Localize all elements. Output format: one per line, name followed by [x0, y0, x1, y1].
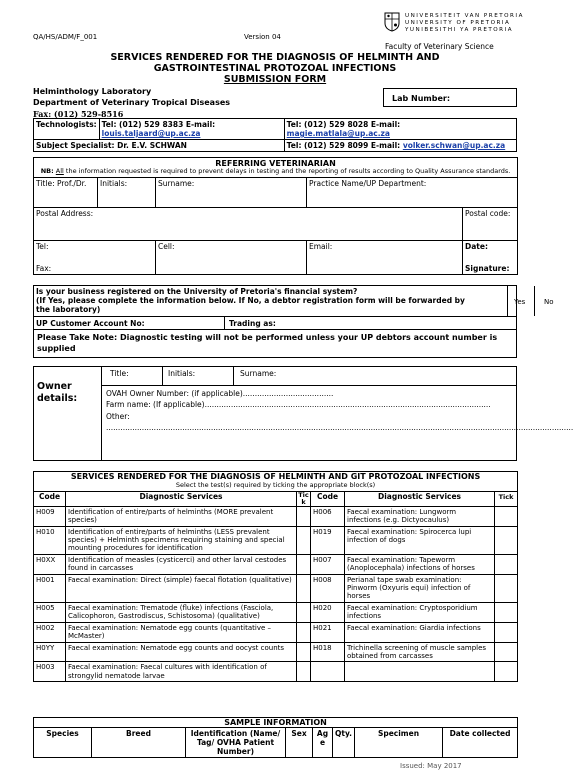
service-code: H021	[311, 622, 345, 642]
specialist-email-link[interactable]: volker.schwan@up.ac.za	[402, 141, 506, 150]
ovah-field[interactable]: OVAH Owner Number: (if applicable)......................................	[106, 389, 334, 398]
service-description: Faecal examination: Spirocerca lupi infection of dogs	[345, 526, 495, 554]
tick-box[interactable]	[297, 602, 311, 622]
date-label: Date:	[465, 241, 488, 251]
lab-name: Helminthology Laboratory	[33, 87, 152, 96]
tech1-email-link[interactable]: louis.taljaard@up.ac.za	[101, 129, 201, 138]
tech2-email-link[interactable]: magie.matlala@up.ac.za	[286, 129, 390, 138]
subject-specialist: Subject Specialist: Dr. E.V. SCHWAN	[34, 140, 285, 152]
note-prefix: NB:	[40, 167, 54, 175]
lab-fax: Fax: (012) 529-8516	[33, 109, 124, 119]
sample-col-header: Sex	[286, 728, 313, 758]
service-code: H002	[34, 622, 66, 642]
faculty: Faculty of Veterinary Science	[385, 42, 494, 51]
sample-col-header: Qty.	[333, 728, 355, 758]
tech2-tel: Tel: (012) 529 8028 E-mail:	[286, 120, 401, 129]
sample-header-row	[34, 728, 518, 758]
service-code: H020	[311, 602, 345, 622]
business-row	[33, 285, 554, 317]
specialist-tel: Tel: (012) 529 8099 E-mail:	[286, 141, 401, 150]
date-signature-cell[interactable]	[463, 240, 518, 274]
service-code: H018	[311, 642, 345, 662]
referring-note	[35, 168, 516, 176]
yes-option[interactable]: Yes	[514, 298, 526, 306]
service-description: Faecal examination: Faecal cultures with identification of strongylid nematode larvae	[66, 662, 297, 682]
specialist-contact	[284, 140, 516, 152]
service-description: Trichinella screening of muscle samples obtained from carcasses	[345, 642, 495, 662]
sample-col-header: Date collected	[443, 728, 518, 758]
service-description	[345, 662, 495, 682]
service-description: Faecal examination: Nematode egg counts (quantitative – McMaster)	[66, 622, 297, 642]
service-code: H005	[34, 602, 66, 622]
tick-box[interactable]	[495, 506, 518, 526]
tick-box[interactable]	[297, 622, 311, 642]
owner-title[interactable]: Title:	[110, 369, 129, 378]
lab-number-label: Lab Number:	[392, 94, 451, 103]
service-code: H009	[34, 506, 66, 526]
col-code: Code	[311, 491, 345, 506]
postal-code-field[interactable]: Postal code:	[463, 207, 518, 240]
tech1-contact	[99, 119, 284, 140]
service-code	[311, 662, 345, 682]
business-q1: Is your business registered on the University of Pretoria's financial system?	[36, 287, 358, 296]
version: Version 04	[244, 33, 281, 41]
university-line: UNIVERSITY OF PRETORIA	[405, 20, 511, 26]
service-row	[34, 602, 518, 622]
tech1-tel: Tel: (012) 529 8383 E-mail:	[101, 120, 216, 129]
services-sub: Select the test(s) required by ticking the appropriate block(s)	[175, 481, 376, 490]
title-field[interactable]: Title: Prof./Dr.	[34, 177, 98, 207]
issued-date: Issued: May 2017	[400, 762, 462, 770]
business-question	[36, 287, 476, 314]
tick-box[interactable]	[297, 574, 311, 602]
sample-col-header: Species	[34, 728, 92, 758]
note-all: All	[55, 167, 64, 175]
university-crest-icon	[384, 12, 400, 32]
col-tick: Tick	[495, 491, 518, 506]
title-line: SERVICES RENDERED FOR THE DIAGNOSIS OF HELMINTH AND	[110, 52, 440, 63]
other-field[interactable]: Other: ....................................................................................................................................................................................................	[106, 412, 573, 432]
owner-label: Owner details:	[37, 381, 78, 404]
sample-col-header: Identification (Name/ Tag/ OVHA Patient Number)	[186, 728, 286, 758]
service-row	[34, 506, 518, 526]
service-row	[34, 526, 518, 554]
tick-box[interactable]	[495, 622, 518, 642]
sample-table	[33, 717, 518, 758]
university-line: UNIVERSITEIT VAN PRETORIA	[405, 13, 524, 19]
service-description: Identification of entire/parts of helminths (LESS prevalent species) + Helminth specimens requiring staining and special mounting procedures for identification	[66, 526, 297, 554]
account-row	[33, 316, 517, 330]
trading-label[interactable]: Trading as:	[229, 319, 276, 328]
service-description: Faecal examination: Nematode egg counts and oocyst counts	[66, 642, 297, 662]
service-description: Faecal examination: Giardia infections	[345, 622, 495, 642]
service-row	[34, 642, 518, 662]
service-row	[34, 622, 518, 642]
business-q2: (If Yes, please complete the information below. If No, a debtor registration form will be forwarded by the laboratory)	[36, 296, 465, 314]
owner-surname[interactable]: Surname:	[240, 369, 277, 378]
service-code: H003	[34, 662, 66, 682]
service-code: H008	[311, 574, 345, 602]
owner-initials[interactable]: Initials:	[168, 369, 196, 378]
referring-heading: REFERRING VETERINARIAN	[215, 159, 336, 168]
col-code: Code	[34, 491, 66, 506]
tel-fax-cell[interactable]	[34, 240, 156, 274]
tick-box[interactable]	[495, 602, 518, 622]
postal-address-field[interactable]: Postal Address:	[34, 207, 463, 240]
service-description: Faecal examination: Cryptosporidium infections	[345, 602, 495, 622]
service-description: Faecal examination: Tapeworm (Anoplocephala) infections of horses	[345, 554, 495, 574]
page-title	[0, 52, 550, 85]
service-description: Faecal examination: Direct (simple) faecal flotation (qualitative)	[66, 574, 297, 602]
service-code: H001	[34, 574, 66, 602]
service-description: Perianal tape swab examination: Pinworm (Oxyuris equi) infection of horses	[345, 574, 495, 602]
tick-box[interactable]	[297, 642, 311, 662]
sample-col-header: Specimen	[355, 728, 443, 758]
cell-field[interactable]: Cell:	[156, 240, 307, 274]
service-code: H006	[311, 506, 345, 526]
tick-box[interactable]	[495, 574, 518, 602]
tick-box[interactable]	[297, 554, 311, 574]
service-code: H0XX	[34, 554, 66, 574]
service-description: Identification of entire/parts of helminths (MORE prevalent species)	[66, 506, 297, 526]
sample-col-header: Age	[313, 728, 333, 758]
practice-field[interactable]: Practice Name/UP Department:	[307, 177, 518, 207]
owner-box	[33, 366, 573, 461]
tick-box[interactable]	[495, 662, 518, 682]
owner-lines	[106, 389, 573, 433]
tech2-contact	[284, 119, 516, 140]
technologists-label: Technologists:	[34, 119, 100, 140]
tick-box[interactable]	[495, 526, 518, 554]
doc-code: QA/HS/ADM/F_001	[33, 33, 98, 41]
signature-label: Signature:	[465, 263, 510, 273]
service-row	[34, 662, 518, 682]
service-description: Faecal examination: Trematode (fluke) infections (Fasciola, Calicophoron, Gastrodiscus, Schistosoma) (qualitative)	[66, 602, 297, 622]
fax-label: Fax:	[36, 263, 52, 273]
col-services: Diagnostic Services	[345, 491, 495, 506]
col-services: Diagnostic Services	[66, 491, 297, 506]
note-text: the information requested is required to prevent delays in testing and the reporting of results according to Quality Assurance standards.	[65, 167, 511, 175]
tick-box[interactable]	[495, 642, 518, 662]
service-code: H007	[311, 554, 345, 574]
tick-box[interactable]	[297, 526, 311, 554]
referring-heading-cell	[34, 158, 518, 178]
title-line: SUBMISSION FORM	[223, 74, 327, 85]
service-code: H019	[311, 526, 345, 554]
farm-field[interactable]: Farm name: (If applicable)........................................................................................................................	[106, 399, 491, 409]
lab-number-box[interactable]	[383, 88, 517, 107]
service-row	[34, 554, 518, 574]
sample-col-header: Breed	[92, 728, 186, 758]
services-table	[33, 471, 518, 682]
service-description: Faecal examination: Lungworm infections (e.g. Dictyocaulus)	[345, 506, 495, 526]
referring-vet-table	[33, 157, 518, 275]
debtors-warning: Please Take Note: Diagnostic testing will not be performed unless your UP debtors account number is supplied	[33, 329, 517, 358]
service-code: H0YY	[34, 642, 66, 662]
sample-heading: SAMPLE INFORMATION	[34, 718, 518, 728]
services-heading-cell	[34, 472, 518, 492]
email-field[interactable]: Email:	[307, 240, 463, 274]
university-line: YUNIBESITHI YA PRETORIA	[405, 27, 514, 33]
tel-label: Tel:	[36, 241, 49, 251]
contact-table	[33, 118, 517, 152]
no-option[interactable]: No	[544, 298, 554, 306]
tick-box[interactable]	[297, 662, 311, 682]
service-code: H010	[34, 526, 66, 554]
title-line: GASTROINTESTINAL PROTOZOAL INFECTIONS	[153, 63, 397, 74]
tick-box[interactable]	[297, 506, 311, 526]
services-heading: SERVICES RENDERED FOR THE DIAGNOSIS OF HELMINTH AND GIT PROTOZOAL INFECTIONS	[70, 472, 481, 481]
account-label[interactable]: UP Customer Account No:	[36, 319, 145, 328]
tick-box[interactable]	[495, 554, 518, 574]
service-row	[34, 574, 518, 602]
service-description: Identification of measles (cysticerci) and other larval cestodes found in carcasses	[66, 554, 297, 574]
surname-field[interactable]: Surname:	[156, 177, 307, 207]
col-tick: Tick	[298, 490, 309, 506]
initials-field[interactable]: Initials:	[98, 177, 156, 207]
university-name	[405, 13, 524, 34]
lab-department: Department of Veterinary Tropical Diseases	[33, 98, 231, 107]
